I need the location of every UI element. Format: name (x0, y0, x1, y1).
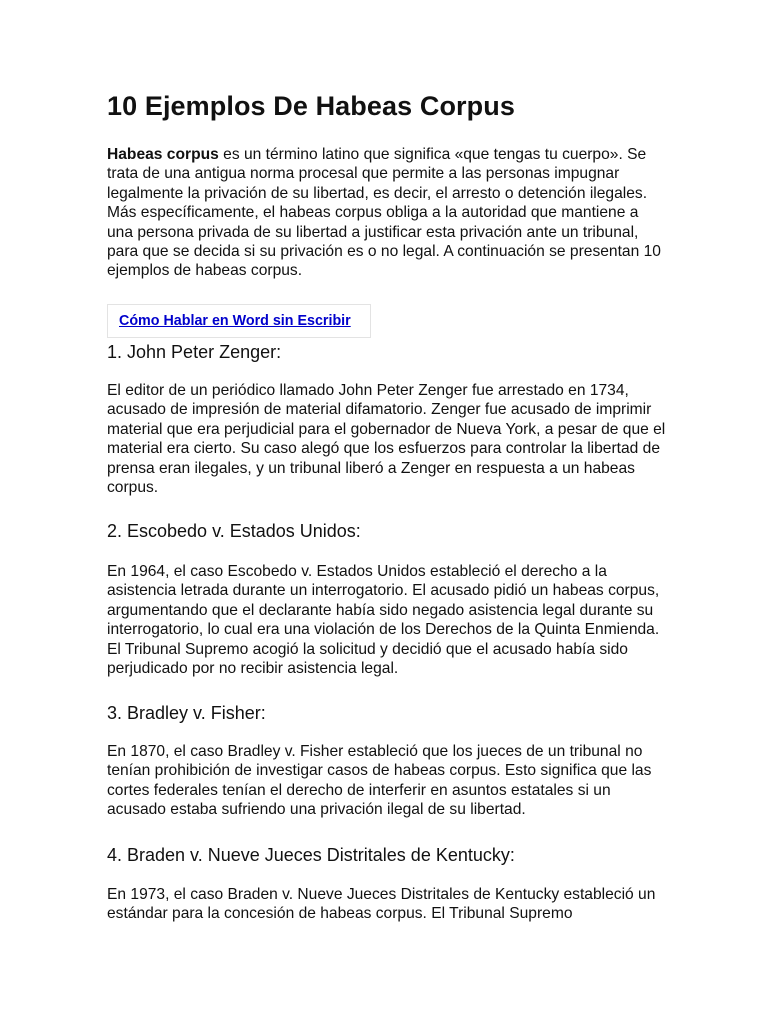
section-paragraph: En 1870, el caso Bradley v. Fisher estableció que los jueces de un tribunal no tenían prohibición de investigar casos de habeas corpus. Esto significa que las cortes federales tenían el derecho de interferir en asuntos estatales si un acusado estaba sufriendo una privación ilegal de su libertad. (107, 743, 652, 819)
intro-bold-term: Habeas corpus (107, 146, 219, 163)
section-heading: 4. Braden v. Nueve Jueces Distritales de Kentucky: (107, 845, 515, 865)
section-heading: 1. John Peter Zenger: (107, 342, 282, 362)
section-heading: 3. Bradley v. Fisher: (107, 703, 266, 723)
section-paragraph: El editor de un periódico llamado John Peter Zenger fue arrestado en 1734, acusado de impresión de material difamatorio. Zenger fue acusado de imprimir material que era perjudicial para el gobernador de Nueva York, a pesar de que el material era cierto. Su caso alegó que los esfuerzos para controlar la libertad de prensa eran ilegales, y un tribunal liberó a Zenger en respuesta a un habeas corpus. (107, 382, 666, 497)
intro-paragraph (107, 145, 667, 281)
related-link-box (107, 304, 371, 338)
page-title: 10 Ejemplos De Habeas Corpus (107, 91, 515, 121)
section-paragraph: En 1964, el caso Escobedo v. Estados Unidos estableció el derecho a la asistencia letrada durante un interrogatorio. El acusado pidió un habeas corpus, argumentando que el declarante había sido negado asistencia legal durante su interrogatorio, lo cual era una violación de los Derechos de la Quinta Enmienda. El Tribunal Supremo acogió la solicitud y decidió que el acusado había sido perjudicado por no recibir asistencia legal. (107, 563, 660, 678)
section-heading: 2. Escobedo v. Estados Unidos: (107, 521, 361, 541)
related-article-link[interactable]: Cómo Hablar en Word sin Escribir (119, 313, 351, 329)
section-paragraph: En 1973, el caso Braden v. Nueve Jueces Distritales de Kentucky estableció un estándar para la concesión de habeas corpus. El Tribunal Supremo (107, 886, 656, 923)
intro-text: es un término latino que significa «que tengas tu cuerpo». Se trata de una antigua norma procesal que permite a las personas impugnar legalmente la privación de su libertad, es decir, el arresto o detención ilegales. Más específicamente, el habeas corpus obliga a la autoridad que mantiene a una persona privada de su libertad a justificar esta privación ante un tribunal, para que se decida si su privación es o no legal. A continuación se presentan 10 ejemplos de habeas corpus. (107, 146, 661, 280)
